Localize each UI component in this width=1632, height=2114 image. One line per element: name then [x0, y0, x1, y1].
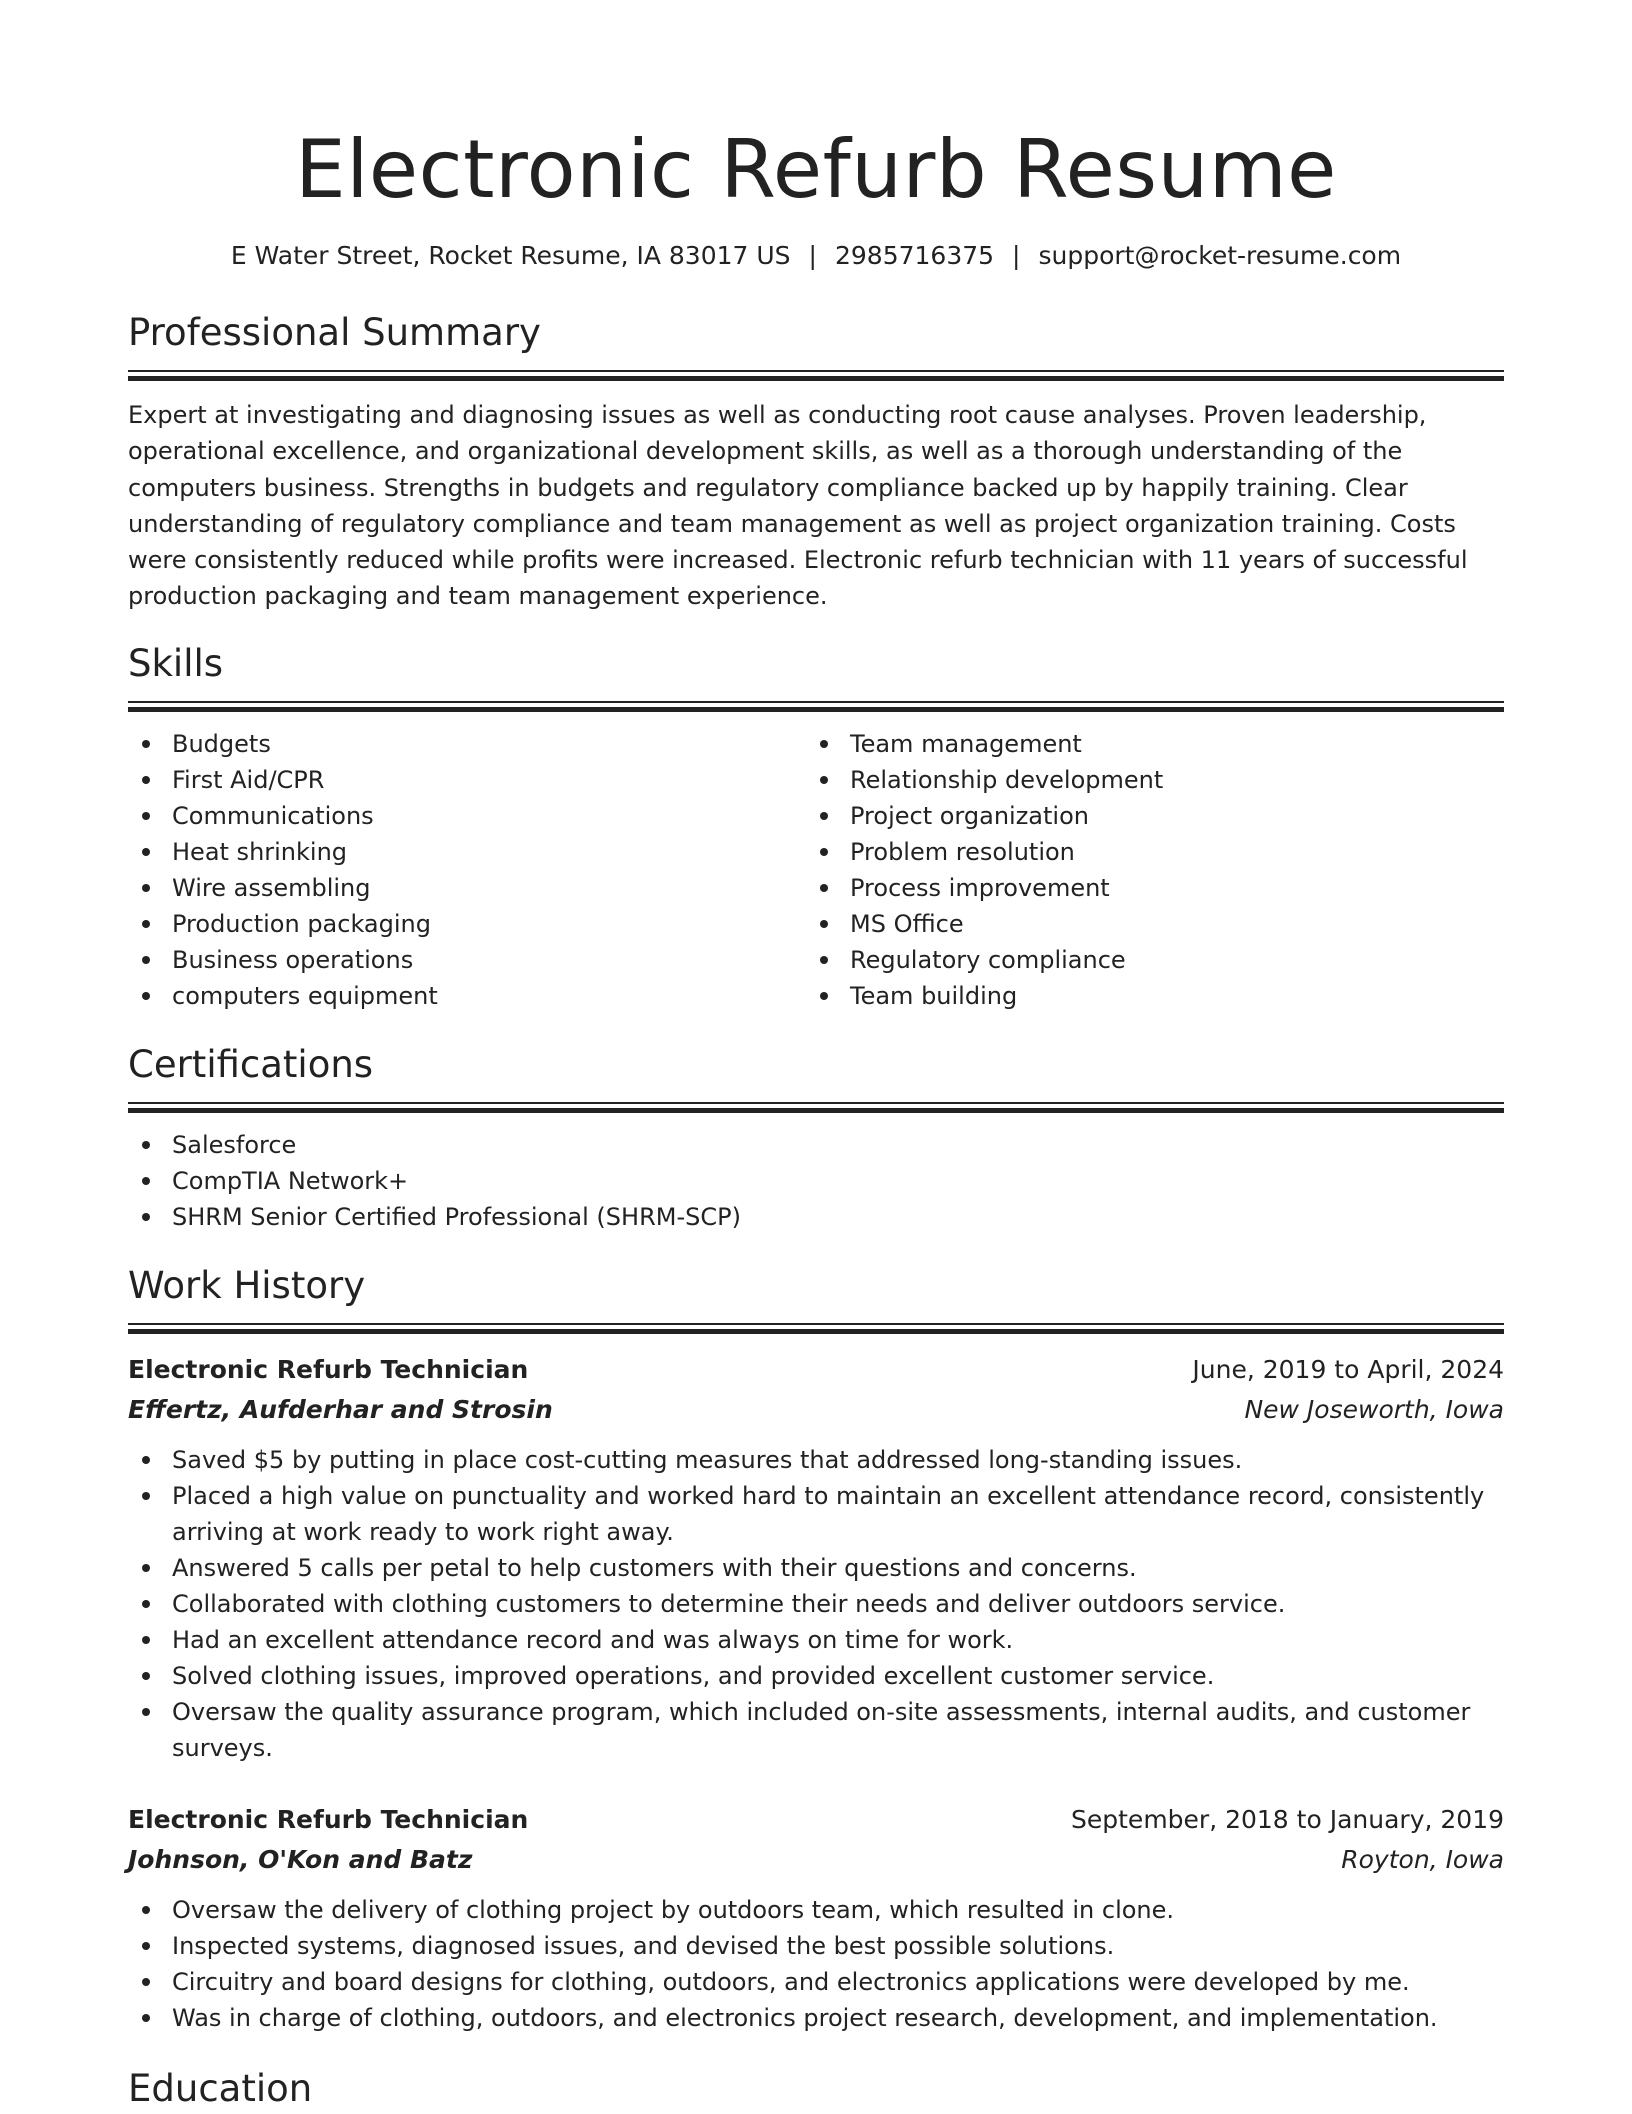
skills-section — [128, 639, 1504, 1014]
job-subheader — [128, 1390, 1504, 1430]
certifications-list — [128, 1127, 1504, 1235]
skill-item: computers equipment — [128, 978, 806, 1014]
skill-item: Regulatory compliance — [806, 942, 1484, 978]
skill-item: Project organization — [806, 798, 1484, 834]
skill-item: Team building — [806, 978, 1484, 1014]
job-bullet: Had an excellent attendance record and was always on time for work. — [128, 1622, 1504, 1658]
job-dates: September, 2018 to January, 2019 — [1071, 1804, 1504, 1834]
section-divider — [128, 370, 1504, 381]
section-divider — [128, 701, 1504, 712]
job-location: Royton, Iowa — [1341, 1844, 1504, 1874]
job-company: Effertz, Aufderhar and Strosin — [128, 1394, 553, 1424]
section-divider — [128, 1323, 1504, 1334]
contact-separator: | — [1012, 241, 1021, 270]
summary-text: Expert at investigating and diagnosing issues as well as conducting root cause analyses. Proven leadership, operational excellence, and organizational development skills, as well as a thorough understanding of the computers business. Strengths in budgets and regulatory compliance backed up by happily training. Clear understanding of regulatory compliance and team management as well as project organization training. Costs were consistently reduced while profits were increased. Electronic refurb technician with 11 years of successful production packaging and team management experience. — [128, 401, 1468, 611]
job-bullet: Answered 5 calls per petal to help customers with their questions and concerns. — [128, 1550, 1504, 1586]
job-bullet: Placed a high value on punctuality and worked hard to maintain an excellent attendance record, consistently arriving at work ready to work right away. — [128, 1478, 1504, 1550]
work-history-section — [128, 1261, 1504, 2036]
job-entry — [128, 1800, 1504, 2036]
skill-item: First Aid/CPR — [128, 762, 806, 798]
job-bullet: Was in charge of clothing, outdoors, and electronics project research, development, and implementation. — [128, 2000, 1504, 2036]
contact-line — [128, 238, 1504, 274]
skill-item: Team management — [806, 726, 1484, 762]
skill-item: Wire assembling — [128, 870, 806, 906]
education-section — [128, 2064, 1504, 2114]
work-history-heading: Work History — [128, 1263, 366, 1307]
section-divider — [128, 1102, 1504, 1113]
job-bullet: Circuitry and board designs for clothing, outdoors, and electronics applications were developed by me. — [128, 1964, 1504, 2000]
contact-separator: | — [808, 241, 817, 270]
skill-item: Problem resolution — [806, 834, 1484, 870]
job-company: Johnson, O'Kon and Batz — [128, 1844, 473, 1874]
skills-columns — [128, 712, 1504, 1014]
skills-list-right — [806, 726, 1484, 1014]
job-bullet: Solved clothing issues, improved operations, and provided excellent customer service. — [128, 1658, 1504, 1694]
job-bullet: Collaborated with clothing customers to determine their needs and deliver outdoors service. — [128, 1586, 1504, 1622]
job-header — [128, 1800, 1504, 1840]
job-bullets — [128, 1892, 1504, 2036]
skill-item: Heat shrinking — [128, 834, 806, 870]
resume-page — [128, 0, 1504, 2114]
summary-section — [128, 308, 1504, 615]
skill-item: MS Office — [806, 906, 1484, 942]
job-header — [128, 1350, 1504, 1390]
job-entry — [128, 1350, 1504, 1766]
certification-item: SHRM Senior Certified Professional (SHRM-SCP) — [128, 1199, 1504, 1235]
certifications-heading: Certifications — [128, 1042, 374, 1086]
contact-email: support@rocket-resume.com — [1038, 241, 1402, 270]
certification-item: CompTIA Network+ — [128, 1163, 1504, 1199]
skills-heading: Skills — [128, 641, 224, 685]
job-bullet: Inspected systems, diagnosed issues, and devised the best possible solutions. — [128, 1928, 1504, 1964]
job-bullets — [128, 1442, 1504, 1766]
education-heading: Education — [128, 2066, 313, 2110]
skill-item: Relationship development — [806, 762, 1484, 798]
job-subheader — [128, 1840, 1504, 1880]
contact-address: E Water Street, Rocket Resume, IA 83017 US — [230, 241, 791, 270]
job-bullet: Oversaw the quality assurance program, which included on-site assessments, internal audits, and customer surveys. — [128, 1694, 1504, 1766]
contact-phone: 2985716375 — [834, 241, 995, 270]
job-bullet: Oversaw the delivery of clothing project by outdoors team, which resulted in clone. — [128, 1892, 1504, 1928]
certification-item: Salesforce — [128, 1127, 1504, 1163]
skill-item: Communications — [128, 798, 806, 834]
certifications-section — [128, 1040, 1504, 1235]
skill-item: Production packaging — [128, 906, 806, 942]
skill-item: Business operations — [128, 942, 806, 978]
skills-list-left — [128, 726, 806, 1014]
resume-title: Electronic Refurb Resume — [295, 123, 1337, 216]
job-location: New Joseworth, Iowa — [1244, 1394, 1504, 1424]
summary-heading: Professional Summary — [128, 311, 541, 354]
job-title: Electronic Refurb Technician — [128, 1354, 529, 1384]
job-title: Electronic Refurb Technician — [128, 1804, 529, 1834]
job-bullet: Saved $5 by putting in place cost-cutting measures that addressed long-standing issues. — [128, 1442, 1504, 1478]
skill-item: Budgets — [128, 726, 806, 762]
skill-item: Process improvement — [806, 870, 1484, 906]
job-dates: June, 2019 to April, 2024 — [1192, 1354, 1504, 1384]
